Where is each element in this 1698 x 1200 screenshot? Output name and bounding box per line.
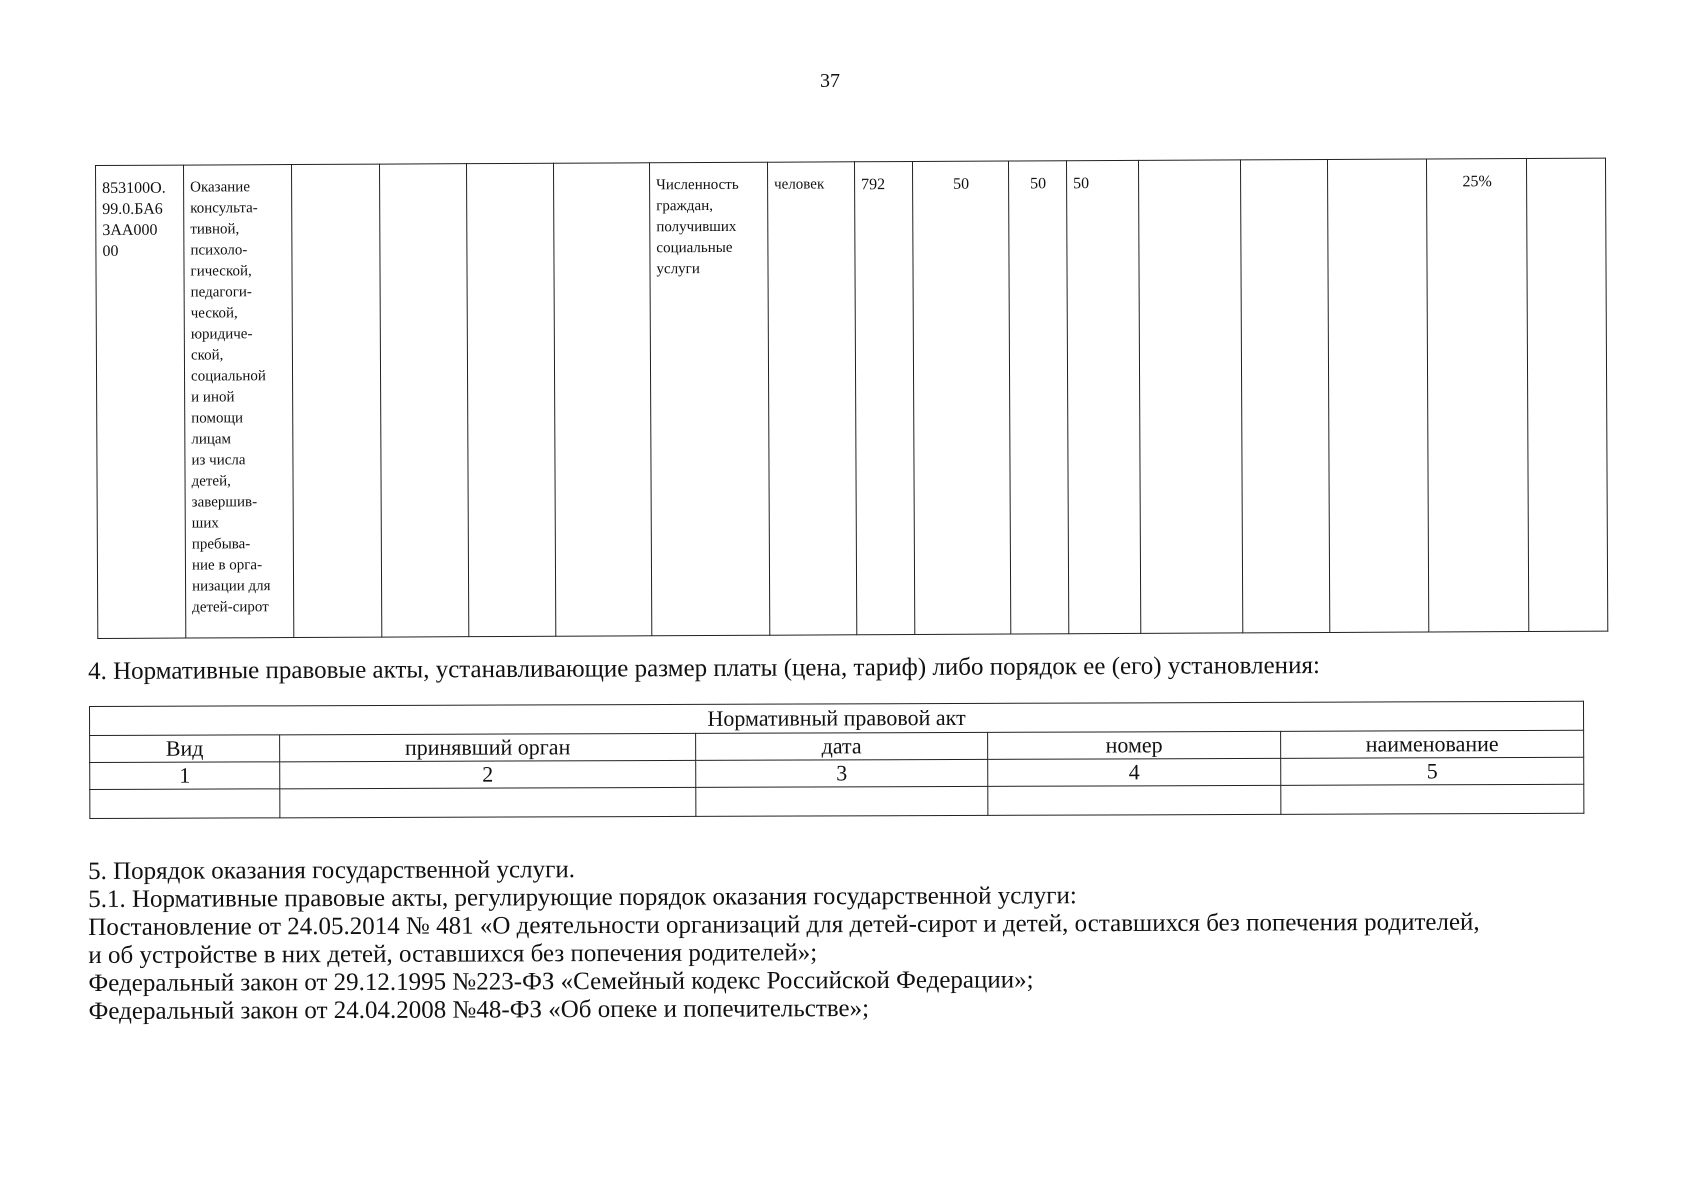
column-header: дата (696, 732, 988, 760)
deviation-percent-cell: 25% (1426, 159, 1528, 632)
empty-cell (379, 164, 468, 637)
unit-cell: человек (767, 162, 856, 635)
okei-code-cell: 792 (854, 162, 914, 635)
service-indicators-table (95, 158, 1608, 639)
empty-cell (292, 164, 382, 637)
empty-cell (1138, 160, 1242, 633)
column-header: Вид (90, 735, 280, 763)
legal-act-line: и об устройстве в них детей, оставшихся без попечения родителей»; (88, 939, 818, 969)
section-5-1-heading: 5.1. Нормативные правовые акты, регулирующие порядок оказания государственной услуги: (88, 882, 1077, 913)
empty-cell (1327, 159, 1428, 632)
empty-cell (988, 785, 1281, 815)
legal-act-line: Федеральный закон от 24.04.2008 №48-ФЗ «Об опеке и попечительстве»; (88, 995, 870, 1025)
legal-act-line: Федеральный закон от 29.12.1995 №223-ФЗ «Семейный кодекс Российской Федерации»; (88, 966, 1034, 997)
empty-cell (466, 163, 555, 636)
value-year1-cell: 50 (912, 161, 1010, 634)
registry-code-cell: 853100О. 99.0.БА6 3АА000 00 (96, 165, 186, 638)
column-header: наименование (1281, 730, 1584, 758)
service-name-cell: Оказание консульта- тивной, психоло- гической, педагоги- ческой, юридиче- ской, социальной и иной помощи лицам из числа детей, завершив- ших пребыва- ние в орга- низации для детей-сирот (184, 165, 294, 639)
empty-cell (1281, 784, 1584, 814)
value-year3-cell: 50 (1066, 160, 1140, 633)
empty-cell (1240, 159, 1329, 632)
column-number: 3 (696, 759, 988, 787)
column-number: 4 (988, 758, 1281, 786)
empty-cell (90, 789, 280, 819)
legal-acts-table (89, 701, 1584, 819)
empty-cell (280, 787, 696, 817)
empty-cell (696, 786, 988, 816)
column-number: 1 (90, 762, 280, 790)
column-header: принявший орган (280, 733, 696, 761)
section-4-heading: 4. Нормативные правовые акты, устанавливающие размер платы (цена, тариф) либо порядок ее (его) установления: (88, 651, 1320, 685)
table-row (96, 158, 1608, 638)
column-header: номер (988, 731, 1281, 759)
table-title: Нормативный правовой акт (90, 701, 1584, 735)
value-year2-cell: 50 (1008, 161, 1068, 634)
page-number: 37 (820, 70, 840, 92)
section-5 (88, 852, 1659, 1026)
table-row (90, 784, 1584, 818)
indicator-name-cell: Численность граждан, получивших социальные услуги (649, 162, 769, 636)
empty-cell (553, 163, 651, 636)
empty-cell (1526, 158, 1607, 631)
column-number: 2 (280, 760, 696, 788)
legal-act-line: Постановление от 24.05.2014 № 481 «О деятельности организаций для детей-сирот и детей, оставшихся без попечения родителей, (88, 908, 1480, 941)
section-5-heading: 5. Порядок оказания государственной услуги. (88, 856, 575, 885)
column-number: 5 (1281, 757, 1584, 785)
